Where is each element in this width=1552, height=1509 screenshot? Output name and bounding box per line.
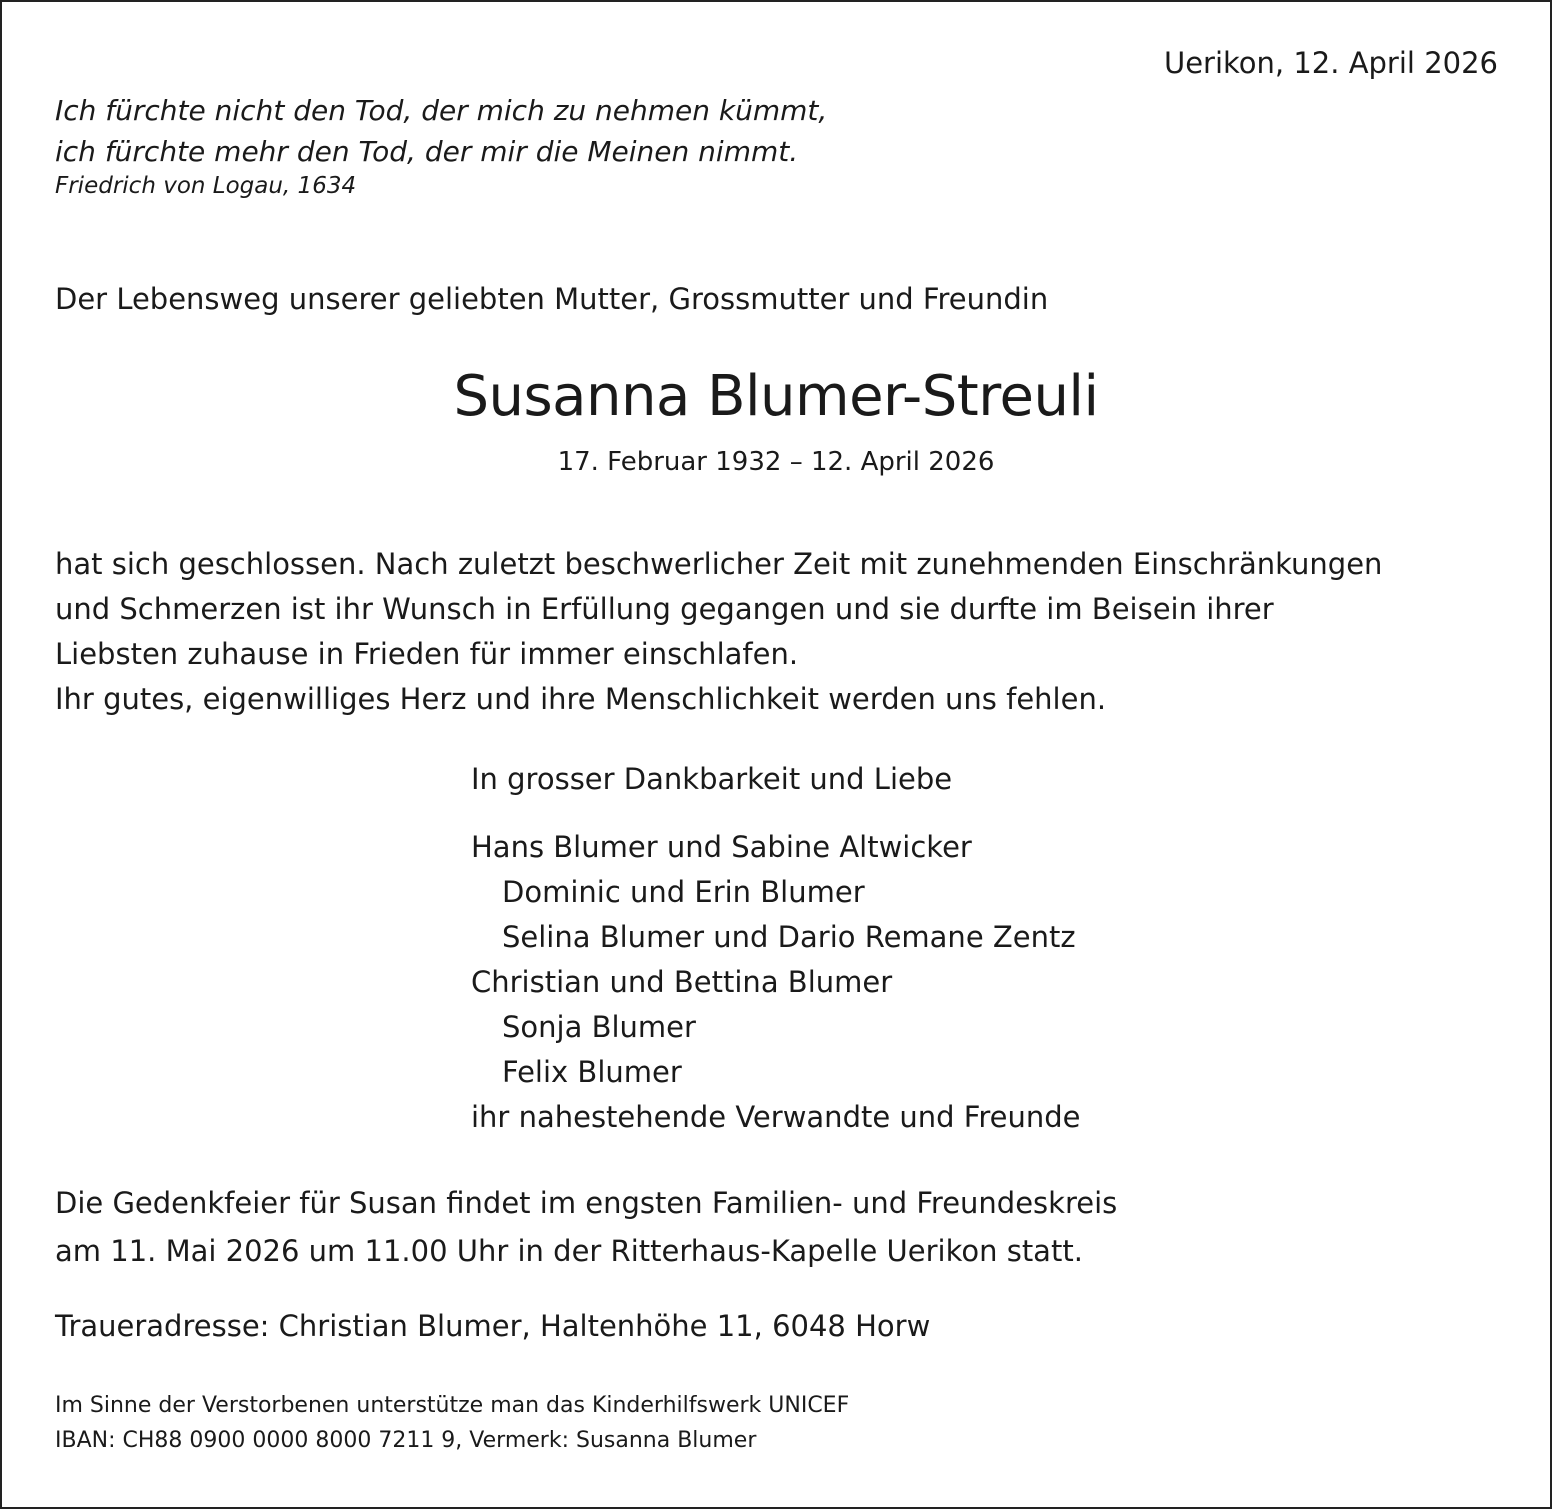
mourner-entry: Christian und Bettina Blumer: [471, 965, 893, 999]
place-date: Uerikon, 12. April 2026: [1163, 46, 1498, 80]
memorial-line: am 11. Mai 2026 um 11.00 Uhr in der Ritterhaus-Kapelle Uerikon statt.: [55, 1234, 1083, 1268]
motto-line: Ich fürchte nicht den Tod, der mich zu nehmen kümmt,: [55, 94, 828, 127]
motto-line: ich fürchte mehr den Tod, der mir die Meinen nimmt.: [55, 135, 799, 168]
body-line: hat sich geschlossen. Nach zuletzt beschwerlicher Zeit mit zunehmenden Einschränkungen: [55, 547, 1383, 581]
body-line: Liebsten zuhause in Frieden für immer einschlafen.: [55, 637, 799, 671]
body-paragraph: [55, 542, 1382, 722]
mourners-list: [471, 825, 1081, 1140]
mourner-entry: Hans Blumer und Sabine Altwicker: [471, 830, 972, 864]
intro-text: Der Lebensweg unserer geliebten Mutter, Grossmutter und Freundin: [55, 282, 1049, 316]
body-line: und Schmerzen ist ihr Wunsch in Erfüllung gegangen und sie durfte im Beisein ihrer: [55, 592, 1274, 626]
donation-line: Im Sinne der Verstorbenen unterstütze man das Kinderhilfswerk UNICEF: [55, 1393, 850, 1418]
donation-iban: IBAN: CH88 0900 0000 8000 7211 9, Vermerk: Susanna Blumer: [55, 1428, 757, 1453]
condolence-address: Traueradresse: Christian Blumer, Haltenhöhe 11, 6048 Horw: [55, 1309, 931, 1343]
memorial-info: [55, 1179, 1117, 1275]
thanks-line: In grosser Dankbarkeit und Liebe: [471, 762, 953, 796]
mourner-entry: Sonja Blumer: [502, 1010, 696, 1044]
motto-author: Friedrich von Logau, 1634: [55, 173, 357, 199]
memorial-line: Die Gedenkfeier für Susan findet im engsten Familien- und Freundeskreis: [55, 1186, 1118, 1220]
deceased-name: Susanna Blumer-Streuli: [453, 364, 1099, 429]
mourner-entry: Selina Blumer und Dario Remane Zentz: [502, 920, 1076, 954]
life-dates: 17. Februar 1932 – 12. April 2026: [557, 447, 995, 477]
motto-quote: [55, 90, 827, 172]
body-line: Ihr gutes, eigenwilliges Herz und ihre Menschlichkeit werden uns fehlen.: [55, 682, 1107, 716]
mourner-entry: Felix Blumer: [502, 1055, 682, 1089]
mourner-entry: ihr nahestehende Verwandte und Freunde: [471, 1100, 1081, 1134]
mourner-entry: Dominic und Erin Blumer: [502, 875, 865, 909]
donation-note: [55, 1388, 849, 1458]
